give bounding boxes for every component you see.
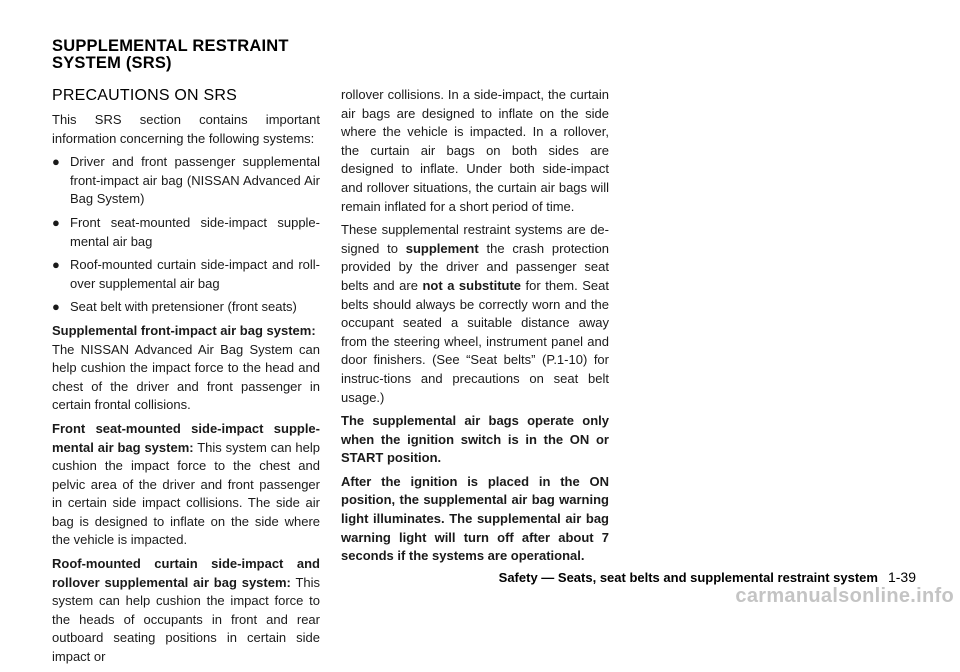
systems-list (52, 153, 320, 317)
supplement-mid: the crash protection provided by the driver and passenger seat belts and are (341, 240, 609, 293)
front-impact-paragraph (52, 322, 320, 415)
intro-paragraph: This SRS section contains important information concerning the following systems: (52, 112, 320, 146)
page-footer (499, 569, 916, 586)
side-impact-text: This system can help cushion the impact force to the chest and pelvic area of the driver and front passenger in certain side impact collisions. The side air bag is designed to inflate on the side where the vehicle is impacted. (52, 439, 321, 548)
watermark: carmanualsonline.info (735, 585, 954, 607)
chapter-title: Safety — Seats, seat belts and supplemental restraint system (498, 570, 878, 585)
list-item-text: Roof-mounted curtain side-impact and roll-over supplemental air bag (70, 257, 320, 291)
right-column (341, 86, 609, 571)
list-item-text: Driver and front passenger supplemental front-impact air bag (NISSAN Advanced Air Bag System) (70, 154, 320, 207)
list-item (52, 298, 320, 317)
page-number: 1-39 (887, 569, 916, 585)
list-item (52, 153, 320, 209)
supplement-emphasis: supplement (405, 240, 479, 256)
supplement-pre: These supplemental restraint systems are de-signed to (341, 222, 609, 256)
list-item (52, 214, 320, 251)
left-column (52, 86, 320, 672)
bullet-icon: ● (52, 257, 60, 273)
side-impact-heading: Front seat-mounted side-impact supple-mental air bag system: (52, 420, 320, 455)
curtain-continuation: rollover collisions. In a side-impact, the curtain air bags are designed to inflate on the side where the vehicle is impacted. In a rollover, the curtain air bags on both sides are designed to inflate. Under both side-impact and rollover situations, the curtain air bags will remain inflated for a short period of time. (341, 87, 609, 214)
list-item (52, 256, 320, 293)
curtain-text: This system can help cushion the impact force to the heads of occupants in front and rear outboard seating positions in certain side impact or (52, 574, 321, 665)
bullet-icon: ● (52, 299, 60, 315)
list-item-text: Seat belt with pretensioner (front seats) (70, 299, 297, 315)
supplement-post: for them. Seat belts should always be correctly worn and the occupant seated a suitable distance away from the steering wheel, instrument panel and door finishers. (See “Seat belts” (P.1-10) for instruc-tions and precautions on seat belt usage.) (341, 277, 609, 405)
warning-light-note: After the ignition is placed in the ON position, the supplemental air bag warning light illuminates. The supplemental air bag warning light will turn off after about 7 seconds if the systems are operational. (341, 473, 609, 564)
front-impact-heading: Supplemental front-impact air bag system: (52, 322, 316, 338)
bullet-icon: ● (52, 214, 60, 230)
ignition-note: The supplemental air bags operate only when the ignition switch is in the ON or START position. (341, 413, 609, 466)
front-impact-text: The NISSAN Advanced Air Bag System can help cushion the impact force to the head and chest of the driver and front passenger in certain frontal collisions. (52, 341, 320, 413)
side-impact-paragraph (52, 420, 320, 550)
supplement-paragraph (341, 221, 609, 407)
curtain-heading: Roof-mounted curtain side-impact and rollover supplemental air bag system: (52, 556, 320, 590)
not-substitute-emphasis: not a substitute (422, 277, 522, 293)
bullet-icon: ● (52, 154, 60, 170)
list-item-text: Front seat-mounted side-impact supple-mental air bag (70, 214, 320, 249)
section-title-text: SUPPLEMENTAL RESTRAINT SYSTEM (SRS) (52, 37, 289, 72)
precautions-heading: PRECAUTIONS ON SRS (52, 87, 237, 104)
section-title (52, 38, 289, 72)
